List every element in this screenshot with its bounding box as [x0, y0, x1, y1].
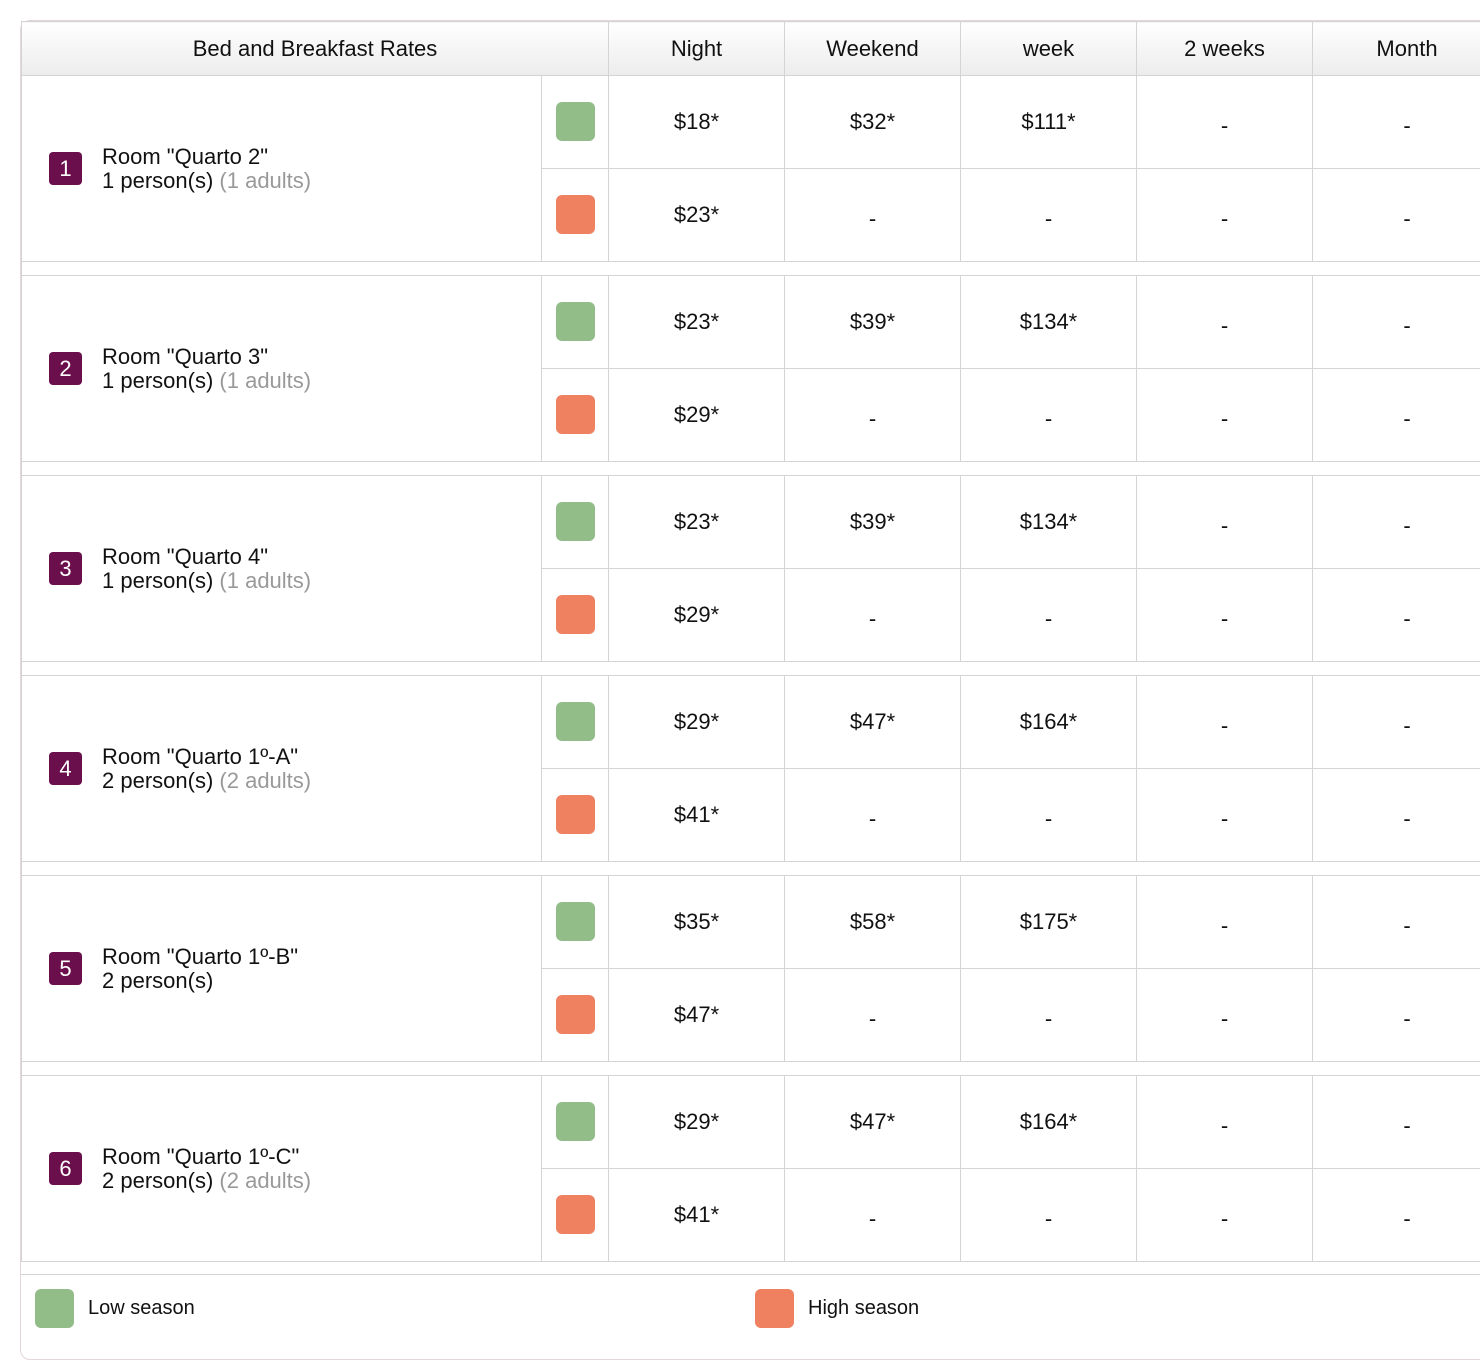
room-occupancy: [102, 969, 298, 993]
price-value: -: [1045, 806, 1052, 832]
price-week-high: [961, 1169, 1137, 1262]
rates-table: [21, 21, 1480, 1262]
price-night-high: [609, 369, 785, 462]
price-weekend-low: [785, 476, 961, 569]
room-info-inner: [22, 145, 541, 193]
price-month-low: [1313, 76, 1480, 169]
price-night-high: [609, 969, 785, 1062]
room-persons: 1 person(s): [102, 168, 213, 193]
price-value: -: [1045, 1006, 1052, 1032]
price-value: $29*: [674, 709, 719, 735]
room-description: [102, 345, 311, 393]
price-weekend-low: [785, 676, 961, 769]
price-2-weeks-high: [1137, 969, 1313, 1062]
price-value: -: [869, 1206, 876, 1232]
price-weekend-high: [785, 769, 961, 862]
price-value: -: [1403, 406, 1410, 432]
price-weekend-low: [785, 876, 961, 969]
high-season-marker: [542, 969, 609, 1062]
price-2-weeks-high: [1137, 1169, 1313, 1262]
price-value: -: [1221, 713, 1228, 739]
room-number-badge: 3: [49, 552, 82, 585]
room-name: Room "Quarto 1º-A": [102, 745, 311, 769]
low-season-marker: [542, 1076, 609, 1169]
price-value: $164*: [1020, 1109, 1078, 1135]
room-name: Room "Quarto 1º-B": [102, 945, 298, 969]
price-weekend-high: [785, 169, 961, 262]
price-week-low: [961, 276, 1137, 369]
price-night-high: [609, 1169, 785, 1262]
high-season-swatch: [556, 795, 595, 834]
high-season-marker: [542, 769, 609, 862]
high-season-marker: [542, 569, 609, 662]
high-season-swatch: [556, 395, 595, 434]
price-weekend-high: [785, 969, 961, 1062]
price-value: -: [869, 406, 876, 432]
price-month-high: [1313, 169, 1480, 262]
header-row: [22, 22, 1480, 76]
price-value: $134*: [1020, 509, 1078, 535]
price-month-high: [1313, 969, 1480, 1062]
price-week-low: [961, 76, 1137, 169]
price-2-weeks-low: [1137, 476, 1313, 569]
price-2-weeks-low: [1137, 676, 1313, 769]
room-occupancy: [102, 169, 311, 193]
price-month-low: [1313, 1076, 1480, 1169]
legend-high: [755, 1289, 919, 1328]
room-row-low: [22, 676, 1480, 769]
room-persons: 2 person(s): [102, 968, 213, 993]
price-value: -: [1221, 1006, 1228, 1032]
price-night-high: [609, 569, 785, 662]
col-header-night: Night: [609, 22, 785, 76]
price-value: -: [1221, 1113, 1228, 1139]
price-week-high: [961, 769, 1137, 862]
room-info: [22, 476, 542, 662]
price-2-weeks-high: [1137, 569, 1313, 662]
price-weekend-low: [785, 76, 961, 169]
high-season-swatch: [556, 595, 595, 634]
room-number-badge: 1: [49, 152, 82, 185]
price-value: $47*: [850, 709, 895, 735]
room-name: Room "Quarto 2": [102, 145, 311, 169]
price-value: -: [1403, 513, 1410, 539]
price-value: -: [869, 606, 876, 632]
room-info: [22, 876, 542, 1062]
price-night-low: [609, 76, 785, 169]
price-value: $35*: [674, 909, 719, 935]
low-season-marker: [542, 676, 609, 769]
room-description: [102, 745, 311, 793]
price-value: -: [1221, 1206, 1228, 1232]
price-value: $111*: [1021, 109, 1075, 135]
separator-cell: [22, 862, 1480, 876]
high-season-marker: [542, 1169, 609, 1262]
price-night-low: [609, 276, 785, 369]
price-night-low: [609, 676, 785, 769]
price-2-weeks-high: [1137, 169, 1313, 262]
col-header-month: Month: [1313, 22, 1480, 76]
col-header-weekend: Weekend: [785, 22, 961, 76]
price-month-low: [1313, 876, 1480, 969]
price-value: $29*: [674, 602, 719, 628]
price-value: $175*: [1020, 909, 1078, 935]
room-persons: 1 person(s): [102, 568, 213, 593]
room-info: [22, 76, 542, 262]
rates-body: [22, 76, 1480, 1262]
price-value: -: [1403, 113, 1410, 139]
price-value: -: [1045, 606, 1052, 632]
price-value: -: [1403, 206, 1410, 232]
price-night-low: [609, 1076, 785, 1169]
price-weekend-low: [785, 1076, 961, 1169]
room-description: [102, 945, 298, 993]
room-row-low: [22, 476, 1480, 569]
price-value: -: [869, 806, 876, 832]
price-2-weeks-low: [1137, 76, 1313, 169]
high-season-marker: [542, 169, 609, 262]
room-info: [22, 1076, 542, 1262]
price-value: -: [869, 206, 876, 232]
room-number-badge: 5: [49, 952, 82, 985]
low-season-swatch: [556, 702, 595, 741]
rates-table-container: [21, 21, 1480, 1262]
price-value: -: [1221, 913, 1228, 939]
high-season-swatch: [556, 995, 595, 1034]
room-description: [102, 1145, 311, 1193]
price-weekend-low: [785, 276, 961, 369]
legend-high-label: High season: [808, 1297, 919, 1320]
room-occupancy: [102, 569, 311, 593]
price-week-high: [961, 969, 1137, 1062]
room-name: Room "Quarto 1º-C": [102, 1145, 311, 1169]
legend-low-label: Low season: [88, 1297, 195, 1320]
low-season-marker: [542, 276, 609, 369]
price-week-low: [961, 676, 1137, 769]
price-2-weeks-low: [1137, 876, 1313, 969]
price-value: $47*: [674, 1002, 719, 1028]
price-value: -: [1403, 606, 1410, 632]
room-row-low: [22, 876, 1480, 969]
price-week-low: [961, 476, 1137, 569]
room-adults: (1 adults): [219, 568, 311, 593]
separator-cell: [22, 462, 1480, 476]
price-value: -: [1221, 513, 1228, 539]
price-week-high: [961, 569, 1137, 662]
price-value: -: [1221, 313, 1228, 339]
room-adults: (2 adults): [219, 1168, 311, 1193]
price-2-weeks-low: [1137, 1076, 1313, 1169]
room-row-low: [22, 76, 1480, 169]
price-month-low: [1313, 476, 1480, 569]
col-header-2-weeks: 2 weeks: [1137, 22, 1313, 76]
price-weekend-high: [785, 569, 961, 662]
price-value: -: [1403, 806, 1410, 832]
price-value: $32*: [850, 109, 895, 135]
price-value: -: [1221, 606, 1228, 632]
price-value: $134*: [1020, 309, 1078, 335]
low-season-marker: [542, 876, 609, 969]
room-row-low: [22, 276, 1480, 369]
price-value: -: [1045, 206, 1052, 232]
room-info-inner: [22, 745, 541, 793]
price-month-high: [1313, 369, 1480, 462]
room-separator: [22, 662, 1480, 676]
room-info: [22, 276, 542, 462]
room-separator: [22, 1062, 1480, 1076]
low-season-marker: [542, 76, 609, 169]
low-season-swatch: [35, 1289, 74, 1328]
price-value: -: [1403, 1006, 1410, 1032]
room-separator: [22, 262, 1480, 276]
price-night-low: [609, 476, 785, 569]
room-separator: [22, 462, 1480, 476]
price-value: -: [869, 1006, 876, 1032]
price-value: -: [1045, 1206, 1052, 1232]
price-week-low: [961, 1076, 1137, 1169]
price-value: -: [1403, 1206, 1410, 1232]
low-season-swatch: [556, 1102, 595, 1141]
price-value: $23*: [674, 509, 719, 535]
price-month-low: [1313, 276, 1480, 369]
price-value: -: [1221, 113, 1228, 139]
high-season-swatch: [556, 1195, 595, 1234]
price-value: -: [1403, 913, 1410, 939]
price-value: $41*: [674, 1202, 719, 1228]
price-value: -: [1045, 406, 1052, 432]
price-night-high: [609, 169, 785, 262]
room-row-low: [22, 1076, 1480, 1169]
price-value: $58*: [850, 909, 895, 935]
col-header-week: week: [961, 22, 1137, 76]
room-info-inner: [22, 945, 541, 993]
low-season-marker: [542, 476, 609, 569]
price-week-low: [961, 876, 1137, 969]
price-2-weeks-high: [1137, 769, 1313, 862]
price-month-high: [1313, 769, 1480, 862]
price-value: -: [1403, 713, 1410, 739]
low-season-swatch: [556, 502, 595, 541]
price-value: -: [1221, 406, 1228, 432]
price-month-high: [1313, 1169, 1480, 1262]
price-week-high: [961, 369, 1137, 462]
room-occupancy: [102, 369, 311, 393]
price-value: -: [1403, 1113, 1410, 1139]
price-weekend-high: [785, 1169, 961, 1262]
room-adults: (2 adults): [219, 768, 311, 793]
room-occupancy: [102, 1169, 311, 1193]
room-occupancy: [102, 769, 311, 793]
price-value: $29*: [674, 402, 719, 428]
high-season-marker: [542, 369, 609, 462]
table-title: Bed and Breakfast Rates: [22, 22, 609, 76]
price-value: $39*: [850, 309, 895, 335]
price-night-low: [609, 876, 785, 969]
price-month-high: [1313, 569, 1480, 662]
separator-cell: [22, 1062, 1480, 1076]
high-season-swatch: [755, 1289, 794, 1328]
price-value: $23*: [674, 202, 719, 228]
room-separator: [22, 862, 1480, 876]
price-month-low: [1313, 676, 1480, 769]
room-number-badge: 4: [49, 752, 82, 785]
room-info: [22, 676, 542, 862]
price-2-weeks-low: [1137, 276, 1313, 369]
room-number-badge: 2: [49, 352, 82, 385]
room-info-inner: [22, 345, 541, 393]
room-persons: 1 person(s): [102, 368, 213, 393]
room-adults: (1 adults): [219, 168, 311, 193]
room-persons: 2 person(s): [102, 768, 213, 793]
low-season-swatch: [556, 902, 595, 941]
price-value: -: [1221, 806, 1228, 832]
price-night-high: [609, 769, 785, 862]
price-2-weeks-high: [1137, 369, 1313, 462]
legend-low: [35, 1289, 195, 1328]
separator-cell: [22, 262, 1480, 276]
separator-cell: [22, 662, 1480, 676]
room-description: [102, 145, 311, 193]
room-info-inner: [22, 545, 541, 593]
room-persons: 2 person(s): [102, 1168, 213, 1193]
season-legend: [21, 1274, 1480, 1337]
price-value: -: [1221, 206, 1228, 232]
price-value: $18*: [674, 109, 719, 135]
price-value: $23*: [674, 309, 719, 335]
high-season-swatch: [556, 195, 595, 234]
room-number-badge: 6: [49, 1152, 82, 1185]
room-info-inner: [22, 1145, 541, 1193]
price-value: $164*: [1020, 709, 1078, 735]
low-season-swatch: [556, 302, 595, 341]
room-name: Room "Quarto 3": [102, 345, 311, 369]
price-value: $47*: [850, 1109, 895, 1135]
room-name: Room "Quarto 4": [102, 545, 311, 569]
price-week-high: [961, 169, 1137, 262]
room-adults: (1 adults): [219, 368, 311, 393]
price-value: -: [1403, 313, 1410, 339]
price-value: $41*: [674, 802, 719, 828]
price-value: $29*: [674, 1109, 719, 1135]
low-season-swatch: [556, 102, 595, 141]
price-weekend-high: [785, 369, 961, 462]
room-description: [102, 545, 311, 593]
price-value: $39*: [850, 509, 895, 535]
